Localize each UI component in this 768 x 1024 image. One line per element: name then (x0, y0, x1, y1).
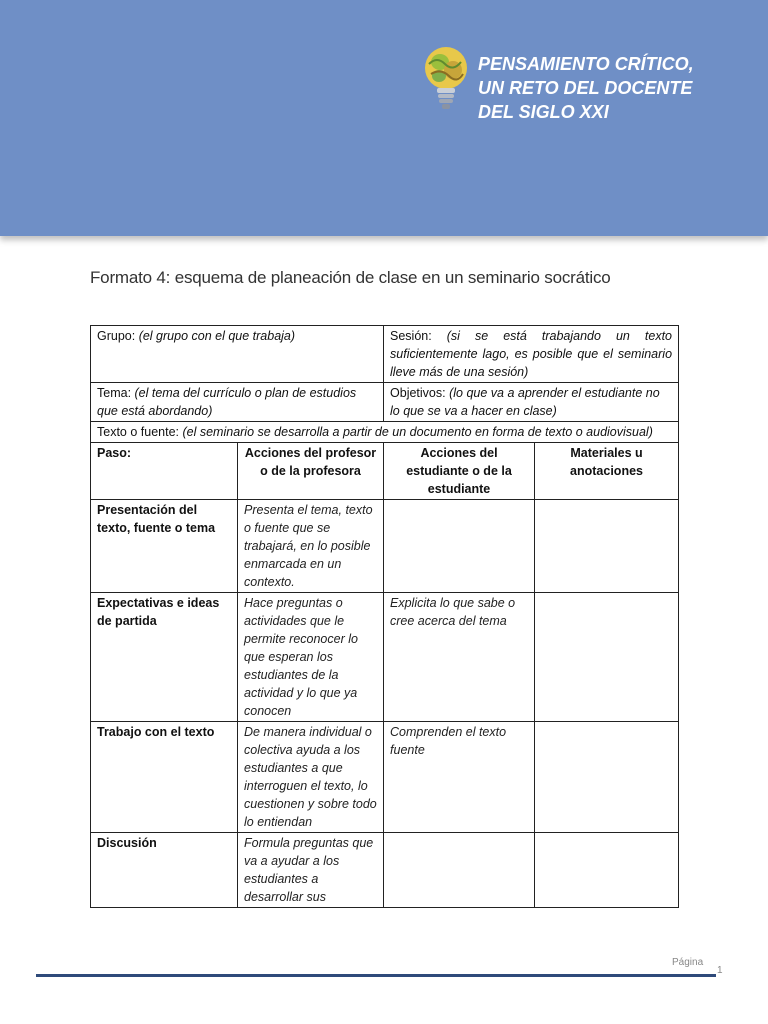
profesor-action: Hace preguntas o actividades que le permite reconocer lo que esperan los estudiantes de la actividad y lo que ya conocen (238, 593, 384, 722)
page-header (0, 0, 768, 236)
step-name: Trabajo con el texto (91, 722, 238, 833)
estudiante-action: Comprenden el texto fuente (384, 722, 535, 833)
header-title (478, 52, 758, 124)
sesion-hint: (si se está trabajando un texto suficientemente lago, es posible que el seminario lleve más de una sesión) (390, 329, 673, 379)
table-row (91, 833, 679, 908)
lightbulb-brain-icon (423, 46, 469, 114)
header-title-line-3: DEL SIGLO XXI (478, 102, 609, 122)
sesion-cell (384, 326, 679, 383)
estudiante-action (384, 833, 535, 908)
profesor-action: Presenta el tema, texto o fuente que se trabajará, en lo posible enmarcada en un contexto. (238, 500, 384, 593)
column-header-profesor: Acciones del profesor o de la profesora (238, 443, 384, 500)
step-name: Presentación del texto, fuente o tema (91, 500, 238, 593)
grupo-cell (91, 326, 384, 383)
document-title: Formato 4: esquema de planeación de clase en un seminario socrático (90, 268, 611, 287)
grupo-hint: (el grupo con el que trabaja) (138, 329, 296, 343)
footer-divider (36, 974, 716, 977)
header-title-line-2: UN RETO DEL DOCENTE (478, 78, 693, 98)
profesor-action: Formula preguntas que va a ayudar a los estudiantes a desarrollar sus (238, 833, 384, 908)
page-number: 1 (717, 965, 723, 976)
objetivos-label: Objetivos: (390, 386, 450, 400)
step-name: Discusión (91, 833, 238, 908)
column-header-paso: Paso: (91, 443, 238, 500)
column-header-estudiante: Acciones del estudiante o de la estudiante (384, 443, 535, 500)
texto-cell (91, 422, 679, 443)
objetivos-hint: (lo que va a aprender el estudiante no lo que se va a hacer en clase) (390, 386, 660, 418)
grupo-label: Grupo: (97, 329, 139, 343)
table-row (91, 722, 679, 833)
tema-cell (91, 383, 384, 422)
texto-label: Texto o fuente: (97, 425, 183, 439)
table-row (91, 593, 679, 722)
objetivos-cell (384, 383, 679, 422)
table-row (91, 422, 679, 443)
profesor-action: De manera individual o colectiva ayuda a los estudiantes a que interroguen el texto, lo cuestionen y sobre todo lo entiendan (238, 722, 384, 833)
materiales-cell (535, 593, 679, 722)
estudiante-action: Explicita lo que sabe o cree acerca del tema (384, 593, 535, 722)
planning-table (90, 325, 679, 908)
tema-label: Tema: (97, 386, 135, 400)
estudiante-action (384, 500, 535, 593)
materiales-cell (535, 833, 679, 908)
table-row (91, 326, 679, 383)
materiales-cell (535, 500, 679, 593)
table-row (91, 500, 679, 593)
tema-hint: (el tema del currículo o plan de estudios que está abordando) (97, 386, 357, 418)
materiales-cell (535, 722, 679, 833)
page-label: Página (672, 957, 704, 968)
table-header-row (91, 443, 679, 500)
header-title-line-1: PENSAMIENTO CRÍTICO, (478, 54, 694, 74)
sesion-label: Sesión: (390, 329, 447, 343)
column-header-materiales: Materiales u anotaciones (535, 443, 679, 500)
texto-hint: (el seminario se desarrolla a partir de un documento en forma de texto o audiovisual) (182, 425, 653, 439)
table-row (91, 383, 679, 422)
step-name: Expectativas e ideas de partida (91, 593, 238, 722)
